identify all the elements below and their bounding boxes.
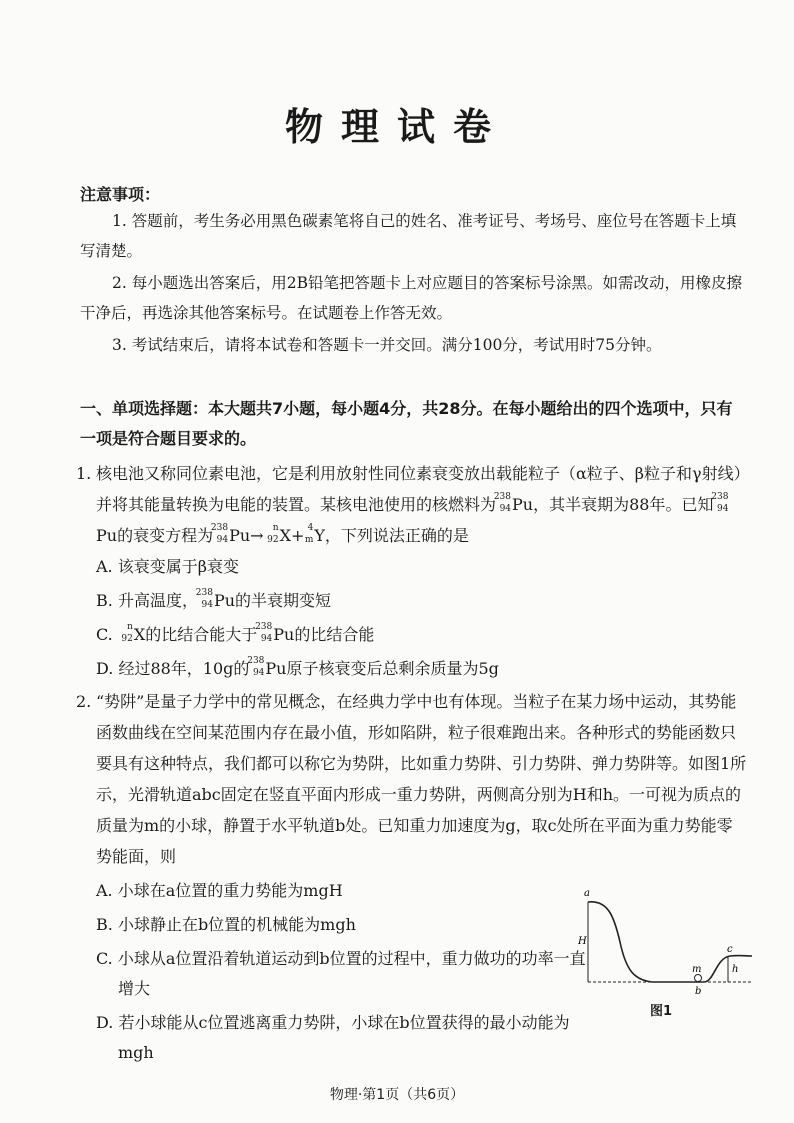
label-b: b	[695, 986, 702, 997]
label-m: m	[692, 964, 702, 975]
label-h: h	[732, 964, 739, 975]
page-footer: 物理·第1页（共6页）	[329, 1087, 465, 1103]
nuclide-scripts: 238 94	[493, 492, 512, 514]
nuclide-scripts: n 92	[267, 523, 279, 545]
nuclide-scripts: 4 m	[304, 523, 314, 545]
notice-heading: 注意事项：	[80, 185, 161, 204]
question-2	[76, 686, 748, 872]
label-c: c	[727, 944, 733, 955]
q1-option-c[interactable]: C. n 92 X的比结合能大于 238 94 Pu的比结合能	[96, 622, 375, 644]
question-1	[76, 458, 748, 551]
q2-option-c[interactable]: C. 小球从a位置沿着轨道运动到b位置的过程中，重力做功的功率一直增大	[96, 949, 586, 998]
notice-item-1: 1. 答题前，考生务必用黑色碳素笔将自己的姓名、准考证号、考场号、座位号在答题卡上填写清楚。	[80, 212, 737, 260]
q1-option-d[interactable]: D. 经过88年，10g的 238 94 Pu原子核衰变后总剩余质量为5g	[96, 656, 499, 678]
nuclide-scripts: 238 94	[711, 492, 729, 514]
figure-caption: 图1	[650, 1004, 673, 1019]
question-number: 1.	[76, 464, 92, 483]
q1-option-b[interactable]: B. 升高温度， 238 94 Pu的半衰期变短	[96, 588, 332, 610]
question-stem: “势阱”是量子力学中的常见概念，在经典力学中也有体现。当粒子在某力场中运动，其势能函数曲线在空间某范围内存在最小值，形如陷阱，粒子很难跑出来。各种形式的势能函数只要具有这种特点，我们都可以称它为势阱，比如重力势阱、引力势阱、弹力势阱等。如图1所示，光滑轨道abc固定在竖直平面内形成一重力势阱，两侧高分别为H和h。一可视为质点的质量为m的小球，静置于水平轨道b处。已知重力加速度为g，取c处所在平面为重力势能零势能面，则	[96, 692, 747, 866]
nuclide-scripts: 238 94	[210, 523, 229, 545]
track-curve	[588, 902, 752, 982]
notice-item-3: 3. 考试结束后，请将本试卷和答题卡一并交回。满分100分，考试用时75分钟。	[112, 336, 662, 354]
q2-option-a[interactable]: A. 小球在a位置的重力势能为mgH	[96, 881, 343, 900]
q1-option-a[interactable]: A. 该衰变属于β衰变	[96, 557, 239, 576]
q2-option-d[interactable]: D. 若小球能从c位置逃离重力势阱，小球在b位置获得的最小动能为mgh	[96, 1013, 570, 1062]
label-a: a	[584, 888, 590, 899]
section-heading: 一、单项选择题：本大题共7小题，每小题4分，共28分。在每小题给出的四个选项中，只有一项是符合题目要求的。	[80, 399, 733, 448]
question-stem: 核电池又称同位素电池，它是利用放射性同位素衰变放出载能粒子（α粒子、β粒子和γ射线）并将其能量转换为电能的装置。某核电池使用的核燃料为 238 94 Pu，其半衰期为88年。已知 238 94 Pu的衰变方程为 238 94 Pu→ n 92 X+ 4 m Y，下列说法正确的是	[96, 464, 742, 545]
question-number: 2.	[76, 692, 92, 711]
notice-item-2: 2. 每小题选出答案后，用2B铅笔把答题卡上对应题目的答案标号涂黑。如需改动，用橡皮擦干净后，再选涂其他答案标号。在试题卷上作答无效。	[80, 274, 742, 322]
label-H: H	[578, 936, 587, 947]
page-title: 物理试卷	[284, 104, 509, 149]
q2-option-b[interactable]: B. 小球静止在b位置的机械能为mgh	[96, 915, 356, 934]
ball	[695, 975, 702, 982]
